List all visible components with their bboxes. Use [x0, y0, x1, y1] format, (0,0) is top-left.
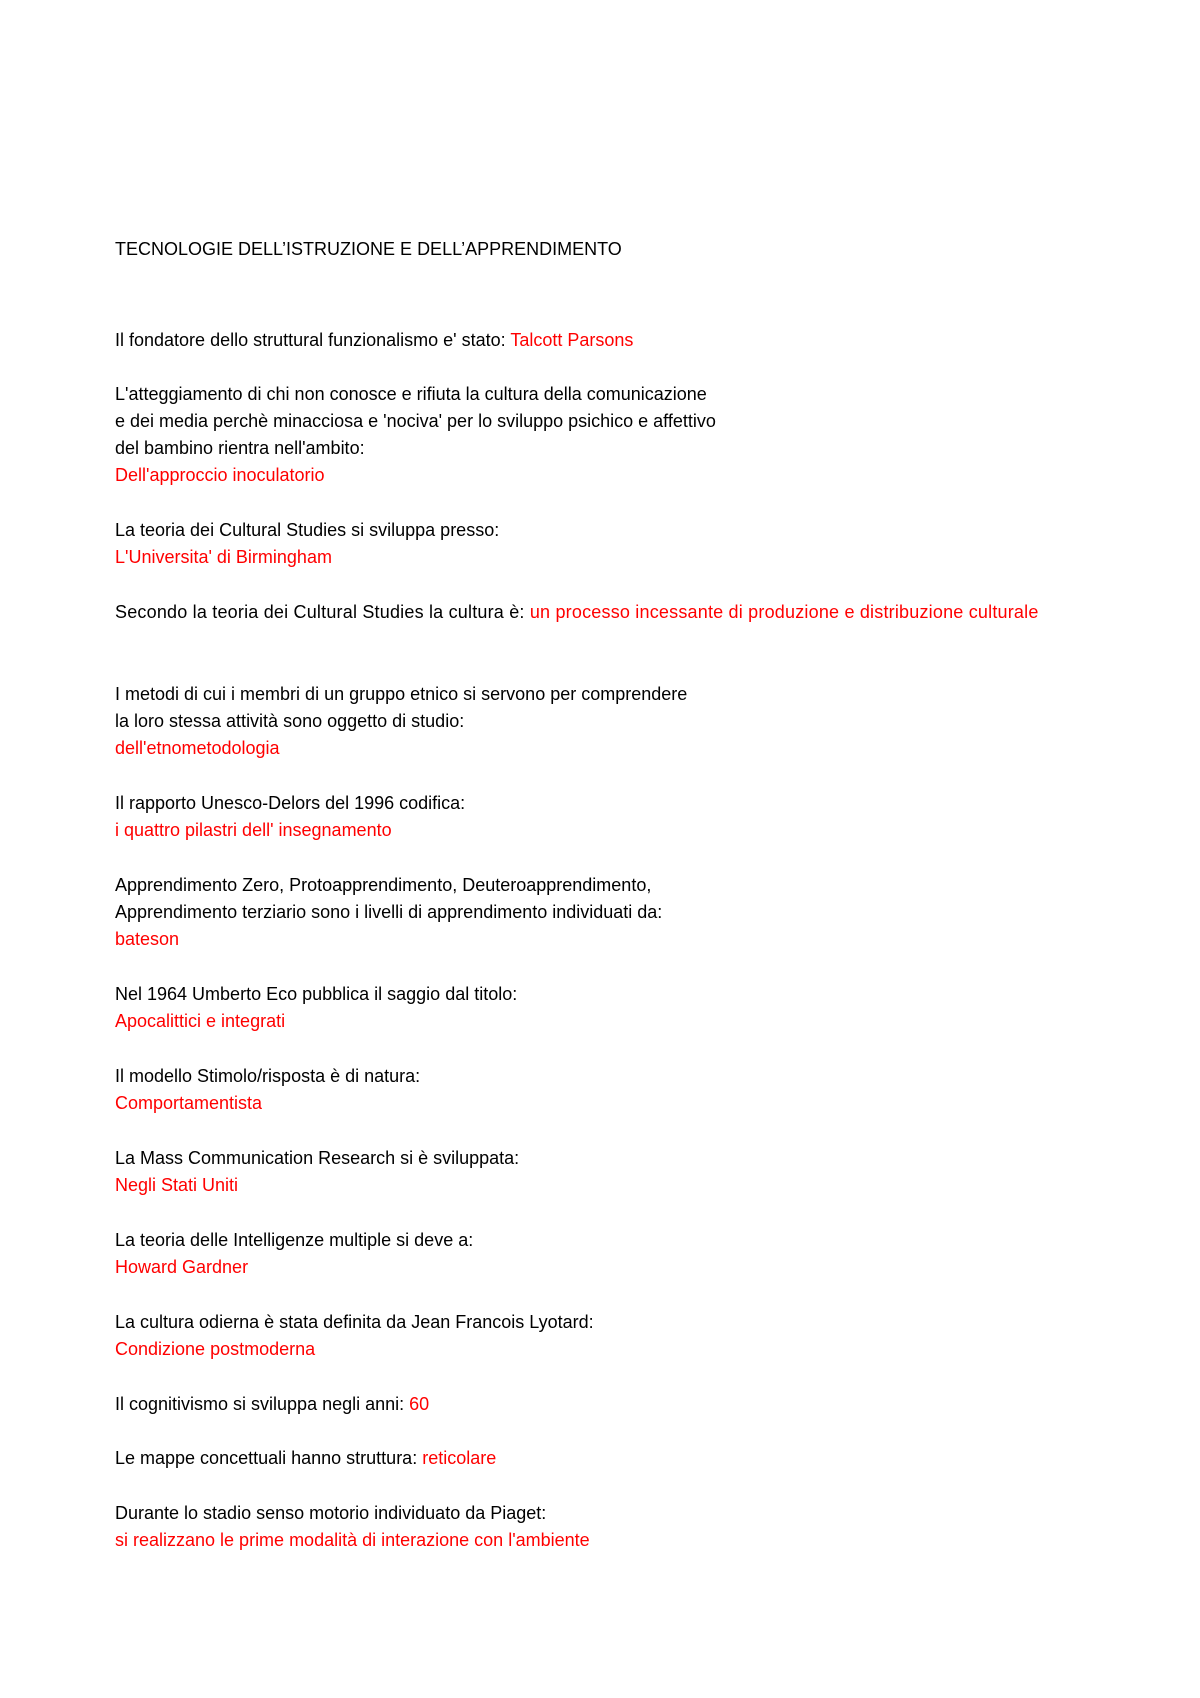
- qa-item: [115, 1145, 1095, 1199]
- answer-text: Condizione postmoderna: [115, 1339, 316, 1359]
- qa-item: [115, 327, 1095, 354]
- question-line: Il modello Stimolo/risposta è di natura:: [115, 1066, 421, 1086]
- question-line: La teoria delle Intelligenze multiple si deve a:: [115, 1230, 474, 1250]
- qa-item: [115, 517, 1095, 571]
- answer-text: Apocalittici e integrati: [115, 1011, 286, 1031]
- answer-text: bateson: [115, 929, 180, 949]
- question-line: La Mass Communication Research si è sviluppata:: [115, 1148, 520, 1168]
- question-text: Le mappe concettuali hanno struttura:: [115, 1448, 423, 1468]
- answer-text: i quattro pilastri dell' insegnamento: [115, 820, 392, 840]
- qa-item: [115, 790, 1095, 844]
- question-line: I metodi di cui i membri di un gruppo etnico si servono per comprendere: [115, 684, 688, 704]
- answer-text: dell'etnometodologia: [115, 738, 280, 758]
- question-text: Il fondatore dello struttural funzionalismo e' stato:: [115, 330, 511, 350]
- question-line: Il rapporto Unesco-Delors del 1996 codifica:: [115, 793, 466, 813]
- qa-item: [115, 1391, 1095, 1418]
- question-line: Durante lo stadio senso motorio individuato da Piaget:: [115, 1503, 547, 1523]
- answer-text: Talcott Parsons: [510, 330, 634, 350]
- answer-text: Dell'approccio inoculatorio: [115, 465, 325, 485]
- document-title: TECNOLOGIE DELL’ISTRUZIONE E DELL’APPRENDIMENTO: [115, 239, 622, 259]
- answer-text: Comportamentista: [115, 1093, 263, 1113]
- qa-item: [115, 1063, 1095, 1117]
- question-line: La cultura odierna è stata definita da Jean Francois Lyotard:: [115, 1312, 594, 1332]
- answer-text: Howard Gardner: [115, 1257, 249, 1277]
- qa-item: [115, 872, 1095, 953]
- question-text: Il cognitivismo si sviluppa negli anni:: [115, 1394, 410, 1414]
- qa-item: [115, 681, 1095, 762]
- qa-item: [115, 599, 1095, 626]
- question-line: L'atteggiamento di chi non conosce e rifiuta la cultura della comunicazione: [115, 384, 707, 404]
- question-text: Secondo la teoria dei Cultural Studies la cultura è:: [115, 602, 530, 622]
- question-line: Nel 1964 Umberto Eco pubblica il saggio dal titolo:: [115, 984, 518, 1004]
- qa-item: [115, 1309, 1095, 1363]
- answer-text: 60: [409, 1394, 430, 1414]
- qa-item: [115, 1445, 1095, 1472]
- answer-text: si realizzano le prime modalità di interazione con l'ambiente: [115, 1530, 590, 1550]
- question-line: la loro stessa attività sono oggetto di studio:: [115, 711, 465, 731]
- question-line: e dei media perchè minacciosa e 'nociva' per lo sviluppo psichico e affettivo: [115, 411, 716, 431]
- question-line: Apprendimento terziario sono i livelli di apprendimento individuati da:: [115, 902, 663, 922]
- question-line: Apprendimento Zero, Protoapprendimento, Deuteroapprendimento,: [115, 875, 652, 895]
- question-line: La teoria dei Cultural Studies si sviluppa presso:: [115, 520, 500, 540]
- qa-item: [115, 1500, 1095, 1554]
- question-line: del bambino rientra nell'ambito:: [115, 438, 365, 458]
- answer-text: L'Universita' di Birmingham: [115, 547, 332, 567]
- qa-item: [115, 981, 1095, 1035]
- qa-item: [115, 1227, 1095, 1281]
- answer-text: un processo incessante di produzione e distribuzione culturale: [529, 602, 1039, 622]
- answer-text: Negli Stati Uniti: [115, 1175, 239, 1195]
- qa-item: [115, 381, 1095, 489]
- answer-text: reticolare: [422, 1448, 497, 1468]
